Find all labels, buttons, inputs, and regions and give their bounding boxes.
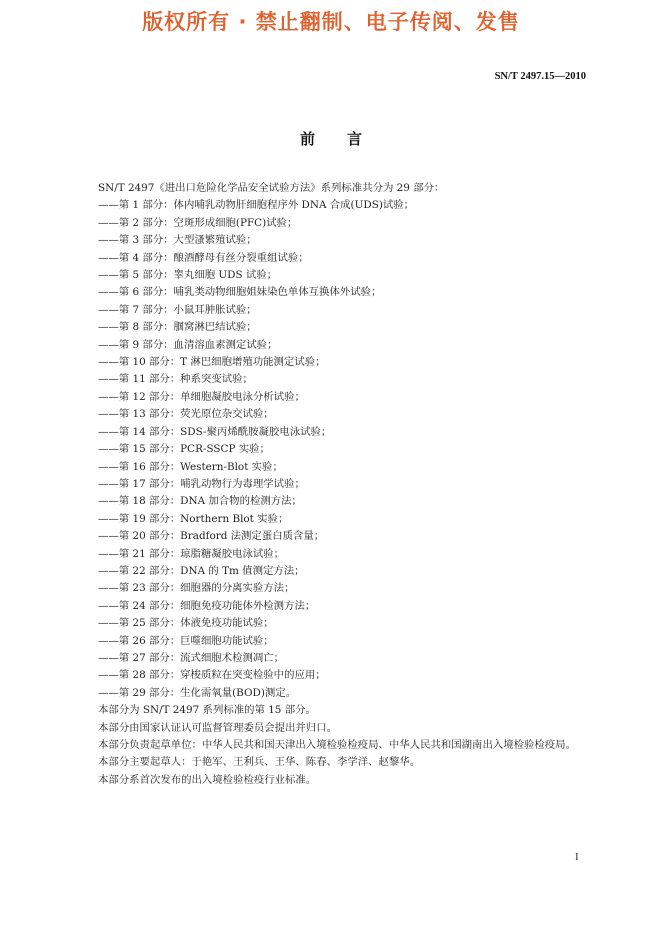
list-item: ——第 5 部分：睾丸细胞 UDS 试验； bbox=[98, 269, 278, 282]
list-item: ——第 8 部分：腘窝淋巴结试验； bbox=[98, 321, 257, 334]
list-item: ——第 20 部分：Bradford 法测定蛋白质含量； bbox=[98, 530, 325, 543]
list-item: ——第 12 部分：单细胞凝胶电泳分析试验； bbox=[98, 390, 305, 403]
list-item: ——第 14 部分：SDS-聚丙烯酰胺凝胶电泳试验； bbox=[98, 425, 332, 438]
page-title: 前言 bbox=[299, 130, 394, 148]
list-item: ——第 15 部分：PCR-SSCP 实验； bbox=[98, 443, 270, 456]
list-item: ——第 17 部分：哺乳动物行为毒理学试验； bbox=[98, 477, 305, 490]
copyright-watermark: 版权所有 · 禁止翻制、电子传阅、发售 bbox=[142, 10, 520, 34]
proposer-statement: 本部分由国家认证认可监督管理委员会提出并归口。 bbox=[98, 721, 337, 734]
foreword-body bbox=[75, 180, 591, 789]
list-item: ——第 13 部分：荧光原位杂交试验； bbox=[98, 408, 274, 421]
drafters-statement: 本部分主要起草人：于艳军、王利兵、王华、陈春、李学洋、赵黎华。 bbox=[98, 756, 421, 769]
first-issue-statement: 本部分系首次发布的出入境检验检疫行业标准。 bbox=[98, 773, 317, 786]
series-intro: SN/T 2497《进出口危险化学品安全试验方法》系列标准共分为 29 部分： bbox=[98, 182, 445, 194]
list-item: ——第 10 部分：T 淋巴细胞增殖功能测定试验； bbox=[98, 356, 326, 369]
list-item: ——第 24 部分：细胞免疫功能体外检测方法； bbox=[98, 599, 316, 612]
list-item: ——第 4 部分：酿酒酵母有丝分裂重组试验； bbox=[98, 251, 309, 264]
list-item: ——第 2 部分：空斑形成细胞(PFC)试验； bbox=[98, 216, 298, 229]
list-item: ——第 21 部分：琼脂糖凝胶电泳试验； bbox=[98, 547, 285, 560]
parts-list bbox=[75, 197, 591, 702]
list-item: ——第 3 部分：大型溞繁殖试验； bbox=[98, 234, 257, 247]
list-item: ——第 27 部分：流式细胞术检测凋亡； bbox=[98, 651, 285, 664]
list-item: ——第 11 部分：种系突变试验； bbox=[98, 373, 253, 386]
list-item: ——第 23 部分：细胞器的分离实验方法； bbox=[98, 582, 295, 595]
part-statement: 本部分为 SN/T 2497 系列标准的第 15 部分。 bbox=[98, 704, 316, 717]
list-item: ——第 25 部分：体液免疫功能试验； bbox=[98, 617, 274, 630]
list-item: ——第 7 部分：小鼠耳肿胀试验； bbox=[98, 303, 257, 316]
list-item: ——第 26 部分：巨噬细胞功能试验； bbox=[98, 634, 274, 647]
list-item: ——第 29 部分：生化需氧量(BOD)测定。 bbox=[98, 686, 297, 699]
list-item: ——第 1 部分：体内哺乳动物肝细胞程序外 DNA 合成(UDS)试验； bbox=[98, 199, 415, 212]
standard-code: SN/T 2497.15—2010 bbox=[494, 71, 586, 82]
list-item: ——第 18 部分：DNA 加合物的检测方法； bbox=[98, 495, 302, 508]
list-item: ——第 22 部分：DNA 的 Tm 值测定方法； bbox=[98, 564, 305, 577]
list-item: ——第 19 部分：Northern Blot 实验； bbox=[98, 512, 289, 525]
page-number: I bbox=[575, 851, 579, 863]
list-item: ——第 28 部分：穿梭质粒在突变检验中的应用； bbox=[98, 669, 326, 682]
list-item: ——第 16 部分：Western-Blot 实验； bbox=[98, 460, 283, 473]
drafting-units-statement: 本部分负责起草单位：中华人民共和国天津出入境检验检疫局、中华人民共和国湖南出入境检验检疫局。 bbox=[98, 739, 576, 751]
list-item: ——第 6 部分：哺乳类动物细胞姐妹染色单体互换体外试验； bbox=[98, 286, 382, 299]
list-item: ——第 9 部分：血清溶血素测定试验； bbox=[98, 338, 278, 351]
